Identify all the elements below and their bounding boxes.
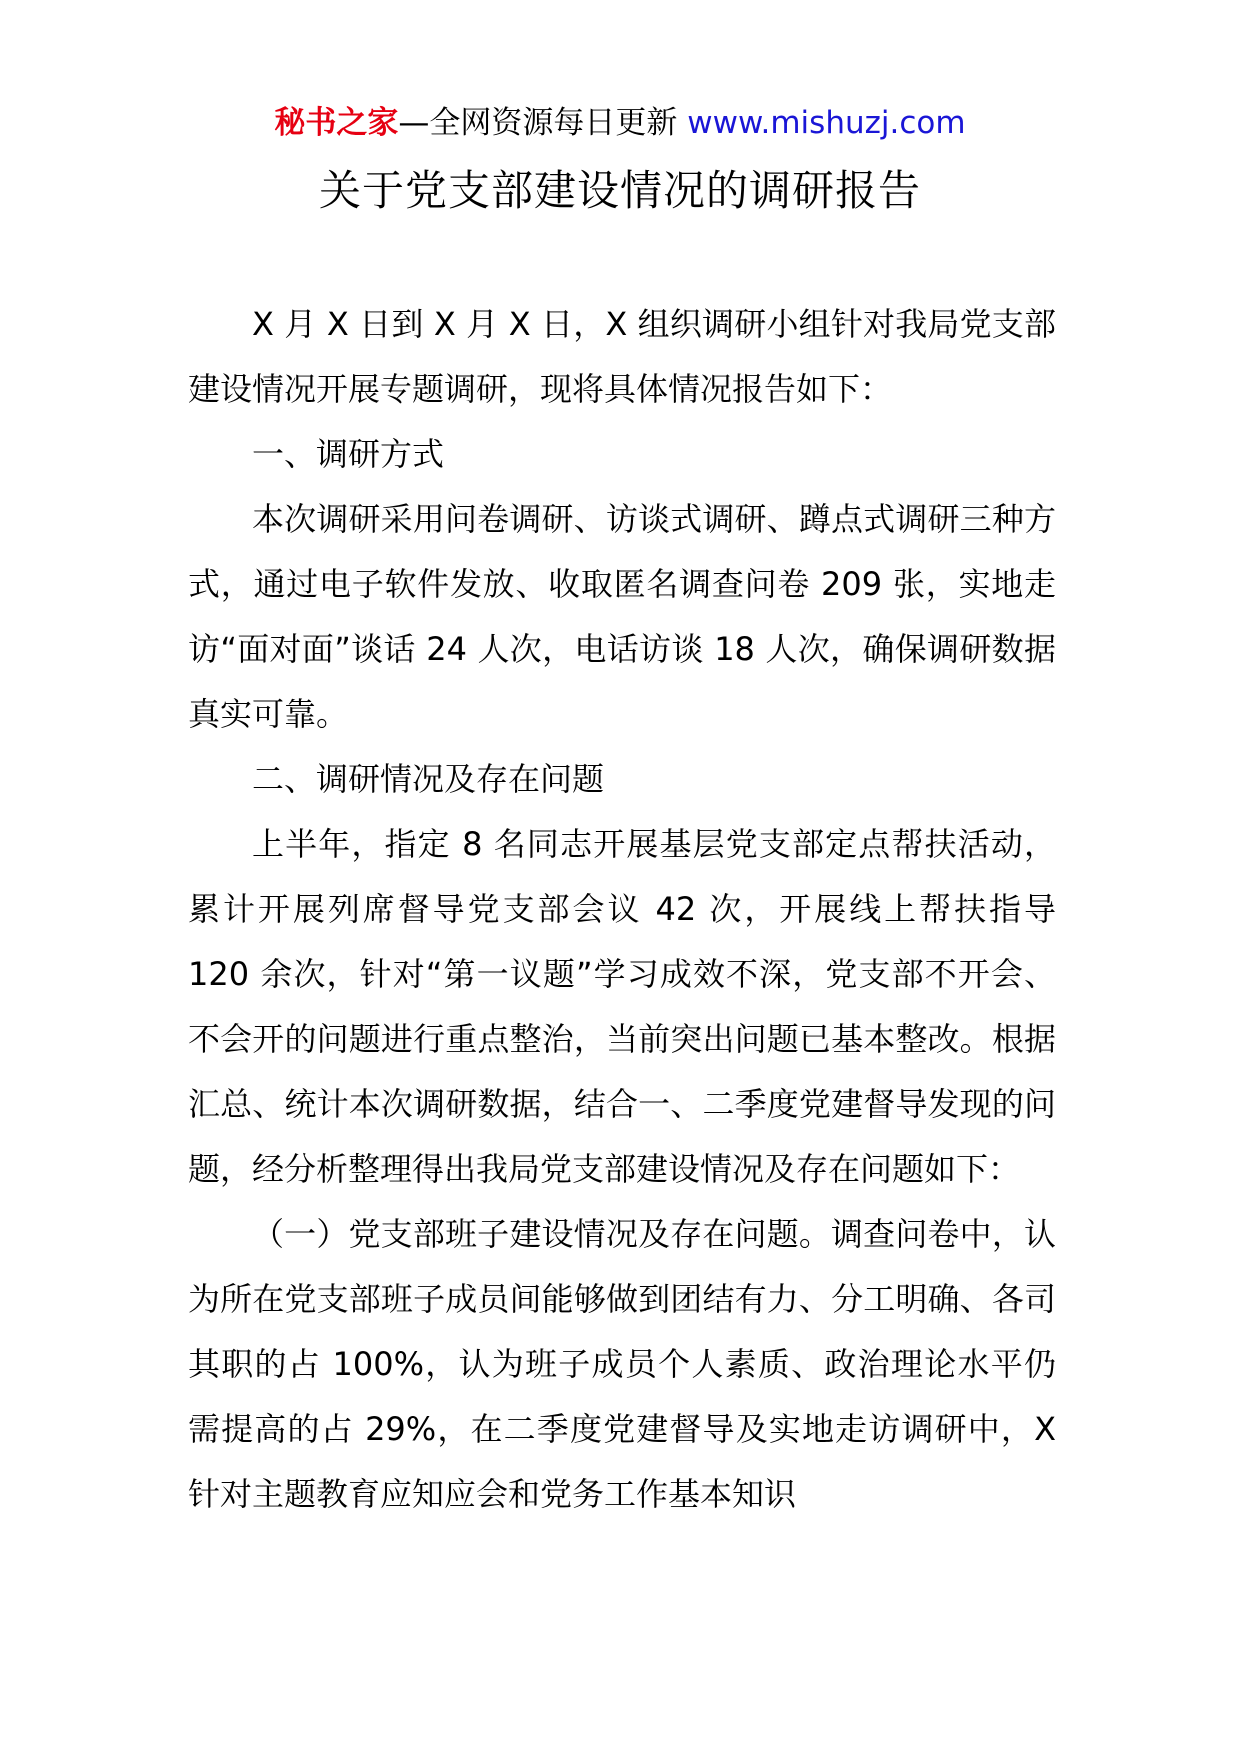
header-tagline: —全网资源每日更新 xyxy=(398,105,678,141)
section-heading-method: 一、调研方式 xyxy=(252,435,445,473)
document-body xyxy=(188,292,1056,1527)
document-title: 关于党支部建设情况的调研报告 xyxy=(318,166,921,215)
method-paragraph: 本次调研采用问卷调研、访谈式调研、蹲点式调研三种方式，通过电子软件发放、收取匿名调查问卷 209 张，实地走访“面对面”谈话 24 人次，电话访谈 18 人次，确保调研数据真实可靠。 xyxy=(188,500,1056,733)
intro-paragraph: X 月 X 日到 X 月 X 日，X 组织调研小组针对我局党支部建设情况开展专题调研，现将具体情况报告如下： xyxy=(188,305,1056,408)
findings-paragraph: 上半年，指定 8 名同志开展基层党支部定点帮扶活动，累计开展列席督导党支部会议 42 次，开展线上帮扶指导 120 余次，针对“第一议题”学习成效不深，党支部不开会、不会开的问题进行重点整治，当前突出问题已基本整改。根据汇总、统计本次调研数据，结合一、二季度党建督导发现的问题，经分析整理得出我局党支部建设情况及存在问题如下： xyxy=(188,825,1056,1188)
site-url-link[interactable]: www.mishuzj.com xyxy=(687,105,966,141)
subsection-paragraph: （一）党支部班子建设情况及存在问题。调查问卷中，认为所在党支部班子成员间能够做到团结有力、分工明确、各司其职的占 100%，认为班子成员个人素质、政治理论水平仍需提高的占 29%，在二季度党建督导及实地走访调研中，X 针对主题教育应知应会和党务工作基本知识 xyxy=(188,1215,1056,1513)
brand-name: 秘书之家 xyxy=(274,105,399,141)
section-heading-findings: 二、调研情况及存在问题 xyxy=(252,760,605,798)
site-header xyxy=(0,103,1240,143)
